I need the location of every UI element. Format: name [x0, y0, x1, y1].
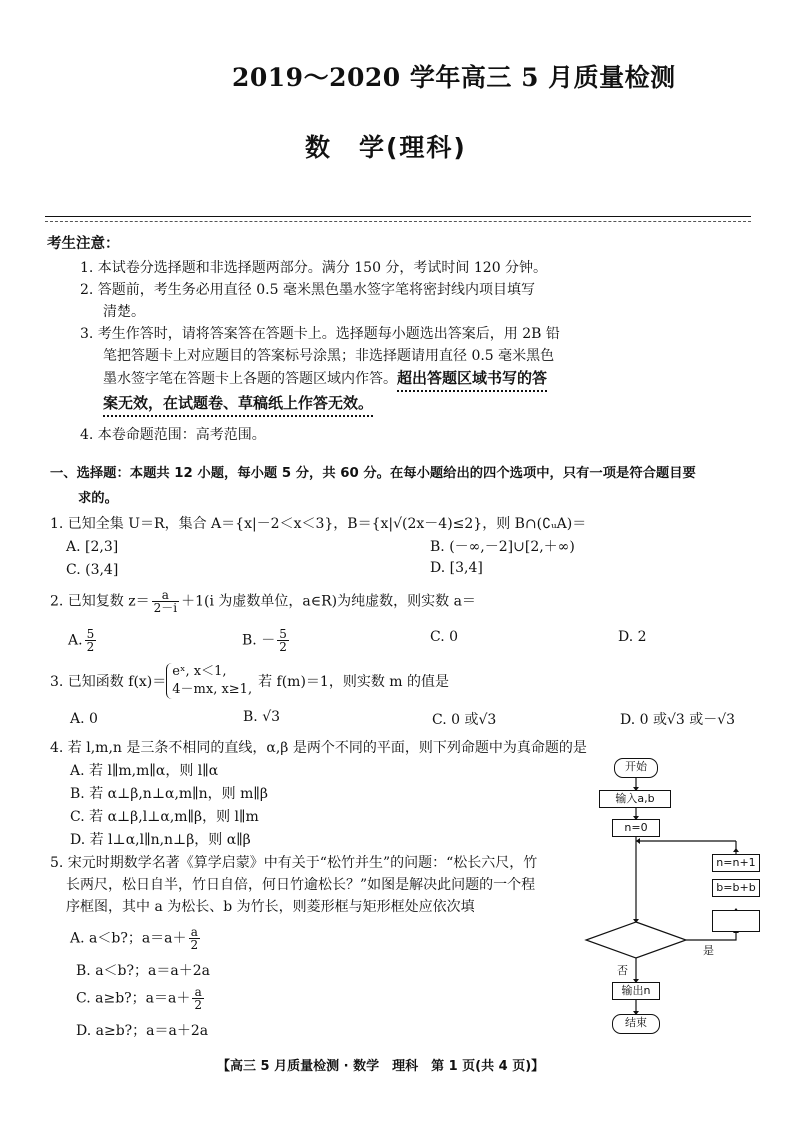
flowchart-blank-rect: [712, 910, 760, 932]
q2-option-b: B. － $\frac{5}{2}$: [242, 627, 287, 654]
flowchart-yes-label: 是: [703, 944, 714, 957]
q2-option-a: A. $\frac{5}{2}$: [68, 627, 95, 654]
q5-stem-3: 序框图，其中 a 为松长、b 为竹长，则菱形框与矩形框处应依次填: [66, 899, 475, 915]
notice-item-4: 4. 本卷命题范围：高考范围。: [80, 427, 266, 443]
flowchart-output: 输出n: [612, 982, 660, 1000]
q2-option-c: C. 0: [430, 629, 459, 645]
flowchart-init: n=0: [612, 819, 660, 837]
notice-item-3-emphasis-a: 超出答题区域书写的答: [397, 369, 547, 392]
q4-option-c: C. 若 α⊥β,l⊥α,m∥β，则 l∥m: [70, 809, 259, 825]
flowchart-input: 输入a,b: [599, 790, 671, 808]
notice-item-3-cont2: [103, 367, 547, 388]
flowchart-no-label: 否: [617, 964, 628, 977]
notice-item-3-cont1: 笔把答题卡上对应题目的答案标号涂黑；非选择题请用直径 0.5 毫米黑色: [103, 348, 555, 364]
notice-item-3-emphasis-b: 案无效，在试题卷、草稿纸上作答无效。: [103, 392, 373, 413]
q4-stem: 4. 若 l,m,n 是三条不相同的直线，α,β 是两个不同的平面，则下列命题中为真命题的是: [50, 740, 587, 756]
q4-option-b: B. 若 α⊥β,n⊥α,m∥n，则 m∥β: [70, 786, 268, 802]
q5-option-d: D. a≥b?；a＝a＋2a: [76, 1023, 209, 1039]
q1-option-c: C. (3,4]: [66, 562, 119, 578]
flowchart-diamond: [586, 922, 686, 958]
q1-stem: 1. 已知全集 U＝R，集合 A＝{x|－2＜x＜3}，B＝{x|√(2x－4)≤2}，则 B∩(∁ᵤA)＝: [50, 516, 587, 532]
q3-option-b: B. √3: [243, 709, 281, 725]
exam-title: 2019～2020 学年高三 5 月质量检测: [232, 63, 676, 92]
section-1-heading-cont: 求的。: [78, 491, 118, 506]
q5-stem-2: 长两尺，松日自半，竹日自倍，何日竹逾松长？”如图是解决此问题的一个程: [66, 877, 536, 893]
notice-item-3: 3. 考生作答时，请将答案答在答题卡上。选择题每小题选出答案后，用 2B 铅: [80, 326, 560, 342]
header-divider-dashed: [45, 221, 751, 222]
q1-option-d: D. [3,4]: [430, 560, 483, 576]
notice-item-3-plain: 墨水签字笔在答题卡上各题的答题区域内作答。: [103, 371, 397, 387]
page-footer: 【高三 5 月质量检测 · 数学 理科 第 1 页(共 4 页)】: [217, 1059, 545, 1074]
q2-option-d: D. 2: [618, 629, 647, 645]
q1-option-a: A. [2,3]: [66, 539, 119, 555]
flowchart-end: 结束: [612, 1014, 660, 1034]
notice-item-1: 1. 本试卷分选择题和非选择题两部分。满分 150 分，考试时间 120 分钟。: [80, 260, 548, 276]
flowchart-start: 开始: [614, 758, 658, 778]
section-1-heading: 一、选择题：本题共 12 小题，每小题 5 分，共 60 分。在每小题给出的四个选项中，只有一项是符合题目要: [50, 466, 696, 481]
q4-option-d: D. 若 l⊥α,l∥n,n⊥β，则 α∥β: [70, 832, 251, 848]
q5-option-b: B. a＜b?；a＝a＋2a: [76, 963, 210, 979]
notice-item-2: 2. 答题前，考生务必用直径 0.5 毫米黑色墨水签字笔将密封线内项目填写: [80, 282, 535, 298]
q3-stem: 3. 已知函数 f(x)＝ eˣ, x＜1, 4－mx, x≥1, 若 f(m)＝1，则实数 m 的值是: [50, 664, 450, 697]
q5-option-c: C. a≥b?；a＝a＋ $\frac{a}{2}$: [76, 985, 202, 1012]
header-divider: [45, 216, 751, 217]
q2-fraction: $\frac{a}{2-i}$: [153, 588, 178, 615]
q5-stem-1: 5. 宋元时期数学名著《算学启蒙》中有关于“松竹并生”的问题：“松长六尺，竹: [50, 855, 538, 871]
q3-piecewise: eˣ, x＜1, 4－mx, x≥1,: [166, 663, 252, 699]
flowchart-increment-n: n=n+1: [712, 854, 760, 872]
q3-option-c: C. 0 或√3: [432, 712, 497, 728]
q3-option-a: A. 0: [70, 711, 98, 727]
q5-option-a: A. a＜b?；a＝a＋ $\frac{a}{2}$: [70, 925, 199, 952]
q1-option-b: B. (－∞,－2]∪[2,＋∞): [430, 539, 575, 555]
q3-option-d: D. 0 或√3 或－√3: [620, 712, 736, 728]
notice-item-2-cont: 清楚。: [103, 304, 145, 320]
q4-option-a: A. 若 l∥m,m∥α，则 l∥α: [70, 763, 219, 779]
subject-title: 数 学(理科): [305, 133, 467, 162]
q2-stem: 2. 已知复数 z＝ $\frac{a}{2-i}$ ＋1(i 为虚数单位，a∈R)为纯虚数，则实数 a＝: [50, 588, 476, 615]
notice-heading: 考生注意：: [47, 236, 120, 252]
flowchart-update-b: b=b+b: [712, 879, 760, 897]
